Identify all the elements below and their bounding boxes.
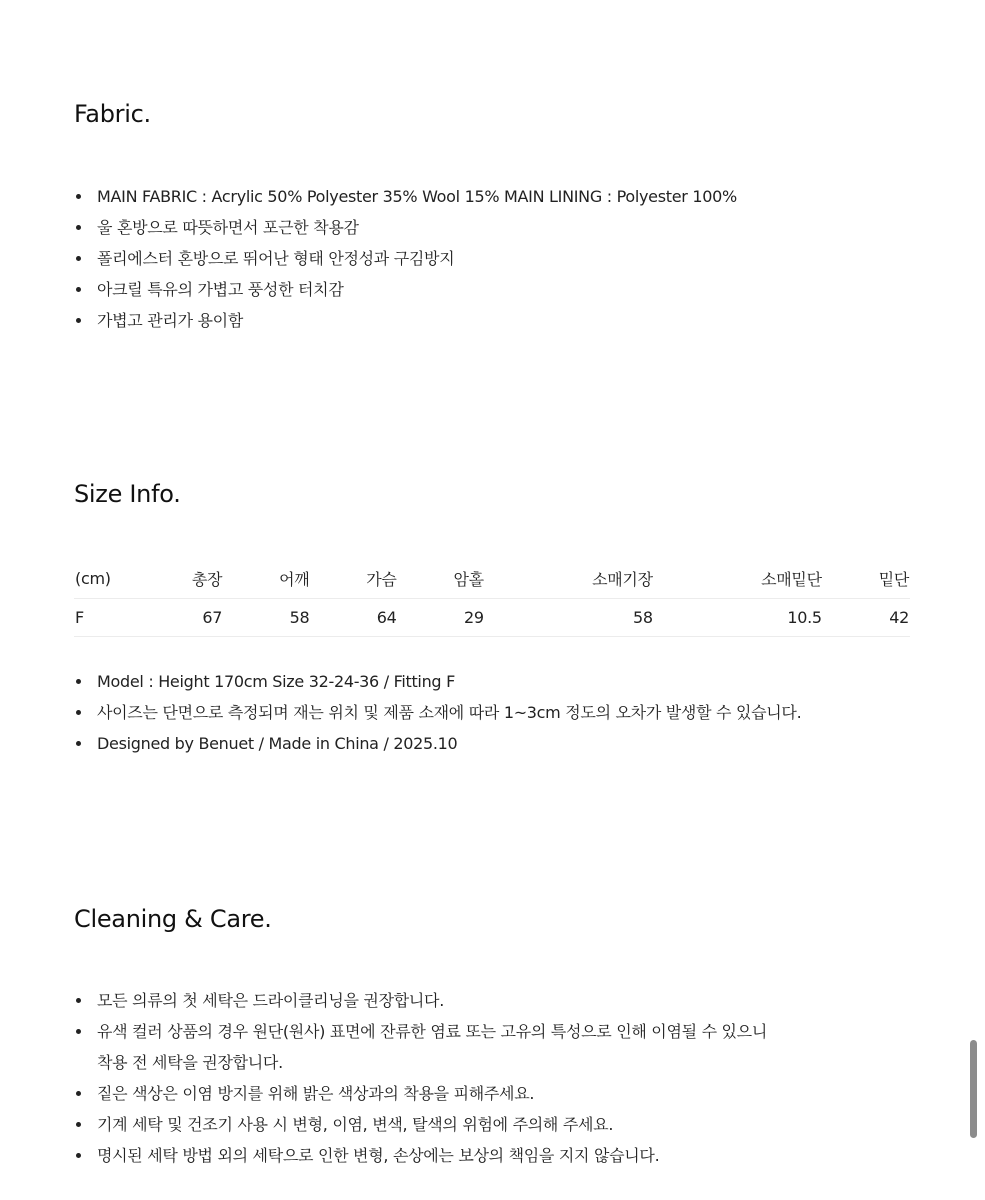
list-item: 울 혼방으로 따뜻하면서 포근한 착용감 — [74, 212, 914, 243]
table-header-cell: 암홀 — [398, 560, 485, 598]
list-item: Designed by Benuet / Made in China / 2025.10 — [74, 728, 914, 759]
table-header-cell: 소매밑단 — [654, 560, 823, 598]
list-item: 사이즈는 단면으로 측정되며 재는 위치 및 제품 소재에 따라 1~3cm 정도의 오차가 발생할 수 있습니다. — [74, 697, 914, 728]
table-row — [74, 598, 910, 636]
size-table — [74, 560, 910, 637]
table-header-cell: 총장 — [136, 560, 223, 598]
table-cell: 64 — [310, 598, 397, 636]
care-list — [74, 985, 914, 1171]
list-item: 가볍고 관리가 용이함 — [74, 305, 914, 336]
table-cell: 29 — [398, 598, 485, 636]
table-cell: 58 — [485, 598, 654, 636]
fabric-list — [74, 181, 914, 336]
list-item: 유색 컬러 상품의 경우 원단(원사) 표면에 잔류한 염료 또는 고유의 특성으로 인해 이염될 수 있으니 — [74, 1016, 914, 1047]
size-info-title: Size Info. — [74, 480, 181, 508]
table-cell: 10.5 — [654, 598, 823, 636]
list-item: 모든 의류의 첫 세탁은 드라이클리닝을 권장합니다. — [74, 985, 914, 1016]
list-item: 명시된 세탁 방법 외의 세탁으로 인한 변형, 손상에는 보상의 책임을 지지 않습니다. — [74, 1140, 914, 1171]
table-header-cell: (cm) — [74, 560, 136, 598]
care-title: Cleaning & Care. — [74, 905, 272, 933]
list-item: Model : Height 170cm Size 32-24-36 / Fitting F — [74, 666, 914, 697]
table-header-cell: 어깨 — [223, 560, 310, 598]
table-header-cell: 소매기장 — [485, 560, 654, 598]
list-item: 기계 세탁 및 건조기 사용 시 변형, 이염, 변색, 탈색의 위험에 주의해 주세요. — [74, 1109, 914, 1140]
list-item: MAIN FABRIC : Acrylic 50% Polyester 35% Wool 15% MAIN LINING : Polyester 100% — [74, 181, 914, 212]
list-item-continuation: 착용 전 세탁을 권장합니다. — [97, 1053, 283, 1072]
table-cell: 42 — [823, 598, 910, 636]
scrollbar-thumb[interactable] — [970, 1040, 977, 1138]
size-notes-list — [74, 666, 914, 759]
table-cell: F — [74, 598, 136, 636]
fabric-title: Fabric. — [74, 100, 151, 128]
table-header-row — [74, 560, 910, 598]
list-item: 아크릴 특유의 가볍고 풍성한 터치감 — [74, 274, 914, 305]
list-item: 폴리에스터 혼방으로 뛰어난 형태 안정성과 구김방지 — [74, 243, 914, 274]
table-cell: 67 — [136, 598, 223, 636]
table-cell: 58 — [223, 598, 310, 636]
list-item: 짙은 색상은 이염 방지를 위해 밝은 색상과의 착용을 피해주세요. — [74, 1078, 914, 1109]
table-header-cell: 가슴 — [310, 560, 397, 598]
table-header-cell: 밑단 — [823, 560, 910, 598]
